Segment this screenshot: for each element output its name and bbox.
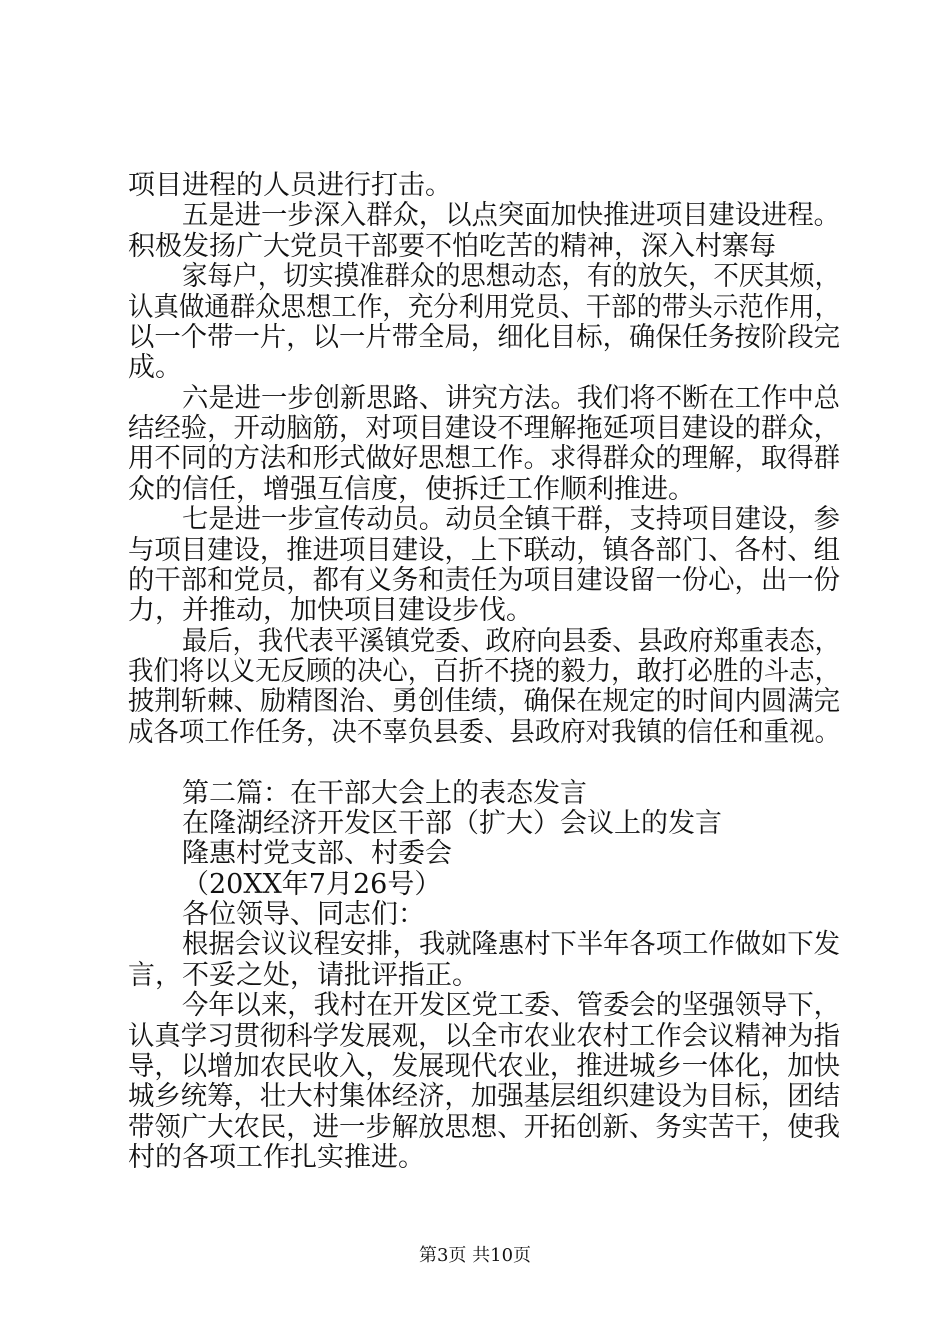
body-line: 最后，我代表平溪镇党委、政府向县委、县政府郑重表态， [182, 626, 840, 657]
body-line: 披荆斩棘、励精图治、勇创佳绩，确保在规定的时间内圆满完 [128, 686, 841, 717]
body-line: 带领广大农民，进一步解放思想、开拓创新、务实苦干，使我 [128, 1112, 841, 1143]
body-line: 导，以增加农民收入，发展现代农业，推进城乡一体化，加快 [128, 1051, 841, 1082]
body-line: 结经验，开动脑筋，对项目建设不理解拖延项目建设的群众， [128, 413, 841, 444]
body-line: 成各项工作任务，决不辜负县委、县政府对我镇的信任和重视。 [128, 717, 841, 748]
body-line: 家每户，切实摸准群众的思想动态，有的放矢，不厌其烦， [182, 261, 840, 292]
body-line: 用不同的方法和形式做好思想工作。求得群众的理解，取得群 [128, 443, 841, 474]
salutation: 各位领导、同志们： [182, 899, 425, 930]
body-line: 五是进一步深入群众，以点突面加快推进项目建设进程。 [182, 200, 840, 231]
body-line: 项目进程的人员进行打击。 [128, 170, 452, 201]
body-line: 六是进一步创新思路、讲究方法。我们将不断在工作中总 [182, 383, 840, 414]
body-line: 七是进一步宣传动员。动员全镇干群，支持项目建设，参 [182, 504, 840, 535]
body-line: 积极发扬广大党员干部要不怕吃苦的精神，深入村寨每 [128, 231, 776, 262]
body-line: 认真学习贯彻科学发展观，以全市农业农村工作会议精神为指 [128, 1021, 841, 1052]
body-line: 众的信任，增强互信度，使拆迁工作顺利推进。 [128, 474, 695, 505]
speech-date: （20XX年7月26号） [182, 869, 442, 900]
speaker-org: 隆惠村党支部、村委会 [182, 838, 452, 869]
section-heading: 第二篇：在干部大会上的表态发言 [182, 778, 587, 809]
body-line: 根据会议议程安排，我就隆惠村下半年各项工作做如下发 [182, 929, 840, 960]
body-line: 认真做通群众思想工作，充分利用党员、干部的带头示范作用， [128, 292, 841, 323]
body-line: 村的各项工作扎实推进。 [128, 1142, 425, 1173]
body-line: 与项目建设，推进项目建设，上下联动，镇各部门、各村、组 [128, 535, 841, 566]
body-line: 力，并推动，加快项目建设步伐。 [128, 595, 533, 626]
body-line: 今年以来，我村在开发区党工委、管委会的坚强领导下， [182, 990, 840, 1021]
body-line: 成。 [128, 352, 182, 383]
body-line: 以一个带一片，以一片带全局，细化目标，确保任务按阶段完 [128, 322, 841, 353]
body-line: 的干部和党员，都有义务和责任为项目建设留一份心，出一份 [128, 565, 841, 596]
page-number-footer: 第3页 共10页 [418, 1245, 532, 1266]
body-line: 言，不妥之处，请批评指正。 [128, 960, 479, 991]
body-line: 城乡统筹，壮大村集体经济，加强基层组织建设为目标，团结 [128, 1081, 841, 1112]
speech-title: 在隆湖经济开发区干部（扩大）会议上的发言 [182, 808, 722, 839]
body-line: 我们将以义无反顾的决心，百折不挠的毅力，敢打必胜的斗志， [128, 656, 841, 687]
